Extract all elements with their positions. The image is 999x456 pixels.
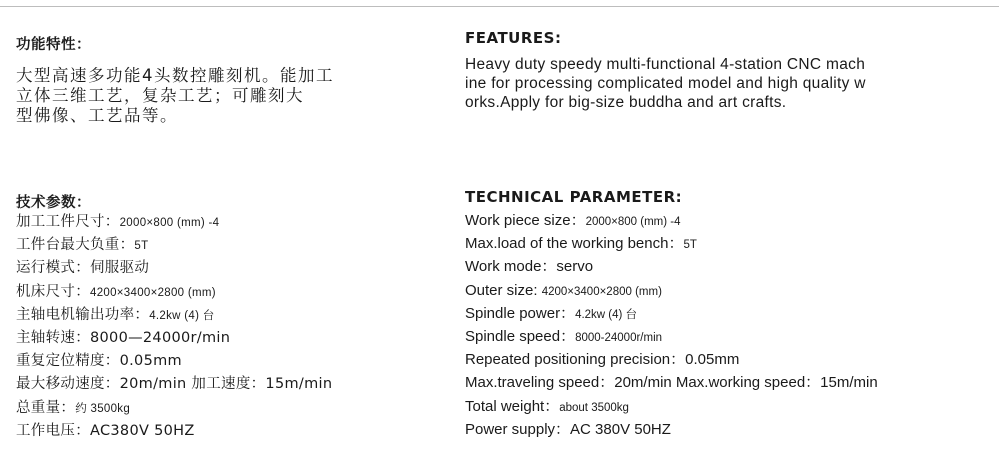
param-label: Spindle speed： <box>465 327 576 345</box>
param-value: 约 3500kg <box>75 402 131 415</box>
param-label: 工件台最大负重： <box>16 237 135 254</box>
param-label: Total weight： <box>465 397 560 415</box>
features-cn-section <box>16 33 436 54</box>
param-label: Work piece size： <box>465 212 586 229</box>
param-row <box>465 255 985 278</box>
param-label: Power supply： <box>465 420 571 438</box>
param-label: 机床尺寸： <box>16 283 90 300</box>
param-row <box>16 304 436 327</box>
top-divider <box>0 6 999 7</box>
param-row <box>16 350 436 373</box>
param-value: 4.2kw (4) 台 <box>575 308 638 321</box>
param-row <box>465 325 985 348</box>
param-row <box>16 211 436 234</box>
features-cn-heading: 功能特性： <box>16 37 91 53</box>
param-value: 伺服驱动 <box>90 260 150 277</box>
param-value: 4200×3400×2800 (mm) <box>90 286 216 299</box>
param-value: about 3500kg <box>559 401 629 414</box>
param-value: 20m/min Max.working speed：15m/min <box>614 374 878 392</box>
params-en-section <box>465 188 985 206</box>
param-value: AC 380V 50HZ <box>570 420 671 438</box>
param-label: 加工工件尺寸： <box>16 214 120 230</box>
param-row <box>465 418 985 441</box>
param-label: 主轴电机输出功率： <box>16 306 150 323</box>
param-row <box>16 327 436 350</box>
param-value: AC380V 50HZ <box>90 422 195 439</box>
param-value: 8000-24000r/min <box>575 331 663 344</box>
param-label: Work mode： <box>465 258 557 276</box>
params-en-heading: TECHNICAL PARAMETER: <box>465 188 683 206</box>
param-value: 20m/min 加工速度：15m/min <box>119 376 333 393</box>
features-cn-text: 大型高速多功能4头数控雕刻机。能加工 立体三维工艺，复杂工艺；可雕刻大 型佛像、工艺品等。 <box>16 66 334 125</box>
features-en-text: Heavy duty speedy multi-functional 4-station CNC mach ine for processing complicated model and high quality w orks.Apply for big-size buddha and art crafts. <box>465 56 866 111</box>
params-cn-heading: 技术参数： <box>16 195 91 211</box>
params-en-list <box>465 209 985 441</box>
param-row <box>465 209 985 232</box>
param-label: 运行模式： <box>16 260 90 277</box>
param-row <box>16 257 436 280</box>
param-value: 2000×800 (mm) -4 <box>119 217 220 229</box>
param-label: 总重量： <box>16 399 76 416</box>
param-value: servo <box>556 258 594 276</box>
param-label: Max.load of the working bench： <box>465 235 684 253</box>
param-row <box>465 348 985 371</box>
param-value: 4200×3400×2800 (mm) <box>541 285 662 298</box>
param-value: 5T <box>134 240 149 253</box>
param-row <box>465 371 985 394</box>
param-label: Repeated positioning precision： <box>465 351 686 369</box>
params-cn-section <box>16 191 436 212</box>
param-row <box>465 302 985 325</box>
param-value: 8000—24000r/min <box>90 329 231 346</box>
param-value: 0.05mm <box>685 351 740 369</box>
features-en-body <box>465 55 985 112</box>
features-en-section <box>465 29 985 47</box>
param-label: 重复定位精度： <box>16 353 120 370</box>
param-label: Max.traveling speed： <box>465 374 615 392</box>
features-cn-body <box>16 66 436 126</box>
param-value: 0.05mm <box>119 353 182 370</box>
param-row <box>16 420 436 443</box>
param-label: 最大移动速度： <box>16 376 120 393</box>
param-row <box>16 234 436 257</box>
param-row <box>465 279 985 302</box>
param-label: Spindle power： <box>465 304 576 322</box>
param-label: 工作电压： <box>16 422 90 439</box>
param-label: 主轴转速： <box>16 329 90 346</box>
features-en-heading: FEATURES: <box>465 29 562 47</box>
param-row <box>465 232 985 255</box>
param-row <box>16 281 436 304</box>
param-value: 4.2kw (4) 台 <box>149 309 215 322</box>
param-value: 2000×800 (mm) -4 <box>585 216 681 228</box>
param-label: Outer size: <box>465 281 542 299</box>
params-cn-list <box>16 211 436 443</box>
param-row <box>16 373 436 396</box>
param-row <box>16 397 436 420</box>
param-row <box>465 395 985 418</box>
param-value: 5T <box>683 239 697 252</box>
